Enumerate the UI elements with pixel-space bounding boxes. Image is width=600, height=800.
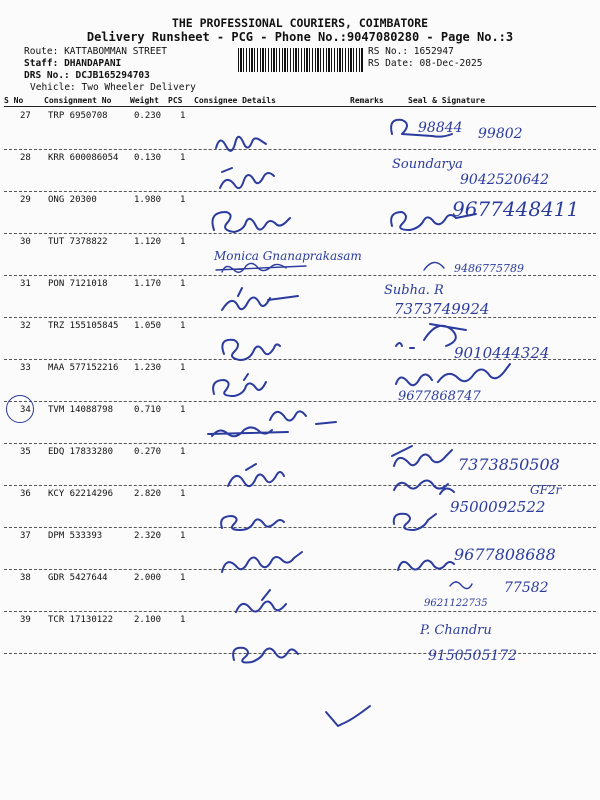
seal-num-27a: 98844 bbox=[418, 120, 463, 136]
row-consignment: EDQ 17833280 bbox=[48, 447, 114, 457]
row-pcs: 1 bbox=[180, 153, 186, 163]
row-sno: 35 bbox=[20, 447, 31, 457]
table-row bbox=[4, 527, 596, 570]
seal-num-29: 9677448411 bbox=[452, 197, 580, 221]
drs-value: DCJB165294703 bbox=[75, 70, 150, 81]
row-pcs: 1 bbox=[180, 111, 186, 121]
row-weight: 0.230 bbox=[134, 111, 162, 121]
row-weight: 1.050 bbox=[134, 321, 162, 331]
row-weight: 1.230 bbox=[134, 363, 162, 373]
rs-date-value: 08-Dec-2025 bbox=[419, 58, 483, 69]
row-consignment: TRZ 155105845 bbox=[48, 321, 119, 331]
seal-num-37: 9677808688 bbox=[454, 545, 556, 564]
col-sno: S No bbox=[4, 96, 24, 105]
row-consignment: MAA 577152216 bbox=[48, 363, 119, 373]
route-value: KATTABOMMAN STREET bbox=[64, 46, 168, 57]
staff-value: DHANDAPANI bbox=[64, 58, 122, 69]
table-row bbox=[4, 485, 596, 528]
row-sno: 39 bbox=[20, 615, 31, 625]
seal-name-39: P. Chandru bbox=[420, 623, 492, 638]
table-row bbox=[4, 611, 596, 654]
row-sno: 33 bbox=[20, 363, 31, 373]
table-header bbox=[4, 96, 596, 106]
seal-num-30: 9486775789 bbox=[454, 262, 524, 275]
rs-no-line: RS No.: 1652947 bbox=[368, 46, 454, 57]
col-remarks: Remarks bbox=[350, 96, 384, 105]
row-pcs: 1 bbox=[180, 615, 186, 625]
row-sno: 29 bbox=[20, 195, 31, 205]
route-line: Route: KATTABOMMAN STREET bbox=[24, 46, 168, 57]
col-consignment: Consignment No bbox=[44, 96, 112, 105]
runsheet-title: Delivery Runsheet - PCG - Phone No.:9047080280 - Page No.:3 bbox=[86, 30, 514, 44]
row-consignment: TUT 7378822 bbox=[48, 237, 108, 247]
rs-date-line: RS Date: 08-Dec-2025 bbox=[368, 58, 483, 69]
row-sno: 34 bbox=[20, 405, 31, 415]
seal-num-38b: 9621122735 bbox=[424, 598, 488, 609]
seal-num-31: 7373749924 bbox=[394, 300, 490, 318]
table-row bbox=[4, 107, 596, 150]
seal-name-31: Subha. R bbox=[384, 283, 444, 298]
row-pcs: 1 bbox=[180, 489, 186, 499]
table-row bbox=[4, 233, 596, 276]
staff-line: Staff: DHANDAPANI bbox=[24, 58, 122, 69]
row-weight: 1.120 bbox=[134, 237, 162, 247]
row-sno: 32 bbox=[20, 321, 31, 331]
table-row bbox=[4, 317, 596, 360]
row-weight: 2.100 bbox=[134, 615, 162, 625]
row-consignment: ONG 20300 bbox=[48, 195, 97, 205]
row-weight: 0.130 bbox=[134, 153, 162, 163]
bottom-tick-mark bbox=[326, 706, 370, 726]
row-weight: 2.000 bbox=[134, 573, 162, 583]
row-pcs: 1 bbox=[180, 447, 186, 457]
row-consignment: DPM 533393 bbox=[48, 531, 103, 541]
row-34-circle-mark bbox=[6, 395, 34, 423]
row-consignment: TVM 14088798 bbox=[48, 405, 114, 415]
row-sno: 38 bbox=[20, 573, 31, 583]
seal-code-36: GF2r bbox=[530, 483, 562, 497]
row-sno: 28 bbox=[20, 153, 31, 163]
col-seal: Seal & Signature bbox=[408, 96, 486, 105]
row-weight: 1.170 bbox=[134, 279, 162, 289]
row-consignment: KCY 62214296 bbox=[48, 489, 114, 499]
seal-num-27b: 99802 bbox=[478, 126, 523, 142]
row-weight: 2.820 bbox=[134, 489, 162, 499]
drs-line: DRS No.: DCJB165294703 bbox=[24, 70, 150, 81]
seal-name-28: Soundarya bbox=[392, 157, 463, 172]
row-consignment: TRP 6950708 bbox=[48, 111, 108, 121]
row-sno: 30 bbox=[20, 237, 31, 247]
row-consignment: TCR 17130122 bbox=[48, 615, 114, 625]
row-pcs: 1 bbox=[180, 237, 186, 247]
row-pcs: 1 bbox=[180, 279, 186, 289]
row-consignment: PON 7121018 bbox=[48, 279, 108, 289]
table-row bbox=[4, 401, 596, 444]
col-weight: Weight bbox=[130, 96, 159, 105]
row-pcs: 1 bbox=[180, 195, 186, 205]
table-row bbox=[4, 569, 596, 612]
rs-no-value: 1652947 bbox=[413, 46, 454, 57]
seal-num-33: 9677868747 bbox=[398, 389, 481, 404]
row-weight: 2.320 bbox=[134, 531, 162, 541]
row-pcs: 1 bbox=[180, 531, 186, 541]
row-sno: 31 bbox=[20, 279, 31, 289]
seal-num-32: 9010444324 bbox=[454, 344, 550, 362]
table-row bbox=[4, 359, 596, 402]
row-pcs: 1 bbox=[180, 363, 186, 373]
seal-num-36: 9500092522 bbox=[450, 498, 546, 516]
table-row bbox=[4, 443, 596, 486]
seal-num-35: 7373850508 bbox=[458, 455, 560, 474]
row-sno: 27 bbox=[20, 111, 31, 121]
col-pcs: PCS bbox=[168, 96, 183, 105]
company-name: THE PROFESSIONAL COURIERS, COIMBATORE bbox=[171, 16, 429, 30]
row-pcs: 1 bbox=[180, 405, 186, 415]
row-sno: 36 bbox=[20, 489, 31, 499]
seal-num-28: 9042520642 bbox=[460, 172, 550, 188]
row-weight: 0.710 bbox=[134, 405, 162, 415]
table-row bbox=[4, 191, 596, 234]
row-pcs: 1 bbox=[180, 573, 186, 583]
seal-num-39: 9150505172 bbox=[428, 648, 518, 664]
seal-num-38a: 77582 bbox=[504, 580, 549, 596]
vehicle-line: Vehicle: Two Wheeler Delivery bbox=[30, 82, 196, 93]
table-row bbox=[4, 275, 596, 318]
row-weight: 0.270 bbox=[134, 447, 162, 457]
row-weight: 1.980 bbox=[134, 195, 162, 205]
vehicle-value: Two Wheeler Delivery bbox=[81, 82, 196, 93]
row-consignment: GDR 5427644 bbox=[48, 573, 108, 583]
row-sno: 37 bbox=[20, 531, 31, 541]
barcode bbox=[238, 48, 364, 72]
row-consignment: KRR 600086054 bbox=[48, 153, 119, 163]
col-consignee: Consignee Details bbox=[194, 96, 276, 105]
monica-name: Monica Gnanaprakasam bbox=[214, 249, 362, 263]
row-pcs: 1 bbox=[180, 321, 186, 331]
table-row bbox=[4, 149, 596, 192]
